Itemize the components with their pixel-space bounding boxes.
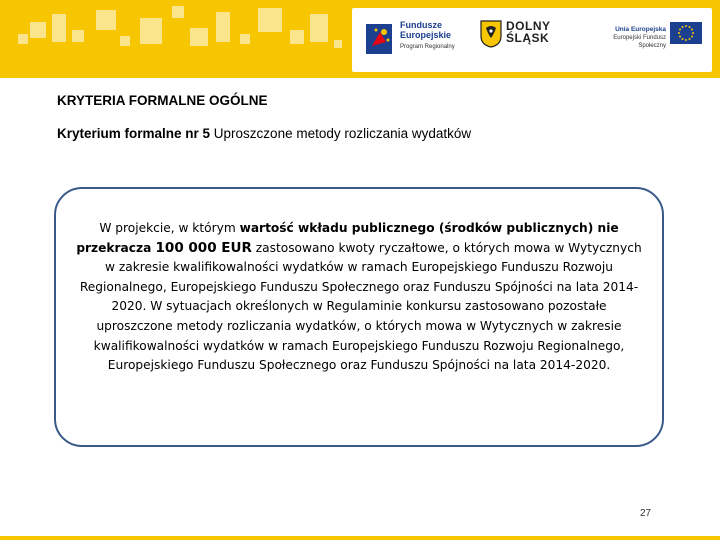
banner-decor-square xyxy=(120,36,130,46)
unia-main-text: Unia Europejska xyxy=(615,26,666,33)
slide-title: KRYTERIA FORMALNE OGÓLNE xyxy=(57,93,268,108)
fundusze-europejskie-logo xyxy=(366,16,496,64)
criterion-description-box xyxy=(54,187,664,447)
criterion-name: Uproszczone metody rozliczania wydatków xyxy=(210,126,472,141)
page-number: 27 xyxy=(640,508,652,519)
fundusze-line1: Fundusze xyxy=(400,20,442,30)
banner-decor-square xyxy=(258,8,282,32)
banner-decor-square xyxy=(18,34,28,44)
dolny-slask-shield-icon xyxy=(480,20,502,48)
criterion-number: Kryterium formalne nr 5 xyxy=(57,126,211,141)
banner-decor-square xyxy=(52,14,66,42)
rule-text-part2: zastosowano kwoty ryczałtowe, o których mowa w Wytycznych w zakresie kwalifikowalności wydatków w ramach Europejskiego Funduszu Rozwoju Regionalnego, Europejskiego Funduszu Społecznego oraz Funduszu Spójności na lata 2014-2020. W sytuacjach określonych w Regulaminie konkursu zastosowano pozostałe uproszczone metody rozliczania wydatków, o których mowa w Wytycznych w zakresie kwalifikowalności wydatków w ramach Europejskiego Funduszu Rozwoju Regionalnego, Europejskiego Funduszu Społecznego oraz Funduszu Spójności na lata 2014-2020. xyxy=(79,240,642,373)
fundusze-europejskie-text xyxy=(400,20,455,52)
unia-europejska-text xyxy=(592,26,666,50)
banner-decor-square xyxy=(334,40,342,48)
logo-panel xyxy=(352,8,712,72)
rule-text-part1: W projekcie, w którym xyxy=(99,221,240,235)
banner-decor-square xyxy=(290,30,304,44)
fundusze-europejskie-mark-icon xyxy=(366,20,396,58)
criterion-heading xyxy=(57,126,471,141)
footer-bar xyxy=(0,536,720,540)
unia-subtitle: Europejski Fundusz Społeczny xyxy=(613,35,666,49)
dolny-slask-text xyxy=(506,20,551,44)
banner-decor-square xyxy=(172,6,184,18)
banner-decor-square xyxy=(216,12,230,42)
dolny-slask-logo xyxy=(480,16,570,64)
unia-europejska-logo xyxy=(592,16,708,64)
rule-text-amount: 100 000 EUR xyxy=(155,239,252,256)
banner-decor-square xyxy=(240,34,250,44)
criterion-description xyxy=(74,219,644,376)
banner-decor-square xyxy=(30,22,46,38)
dolny-slask-line1: DOLNY xyxy=(506,19,551,33)
banner-decor-square xyxy=(140,18,162,44)
fundusze-line2: Europejskie xyxy=(400,30,452,40)
fundusze-subtitle: Program Regionalny xyxy=(400,44,455,50)
banner-decor-square xyxy=(96,10,116,30)
eu-flag-icon xyxy=(670,22,702,44)
banner-decor-square xyxy=(190,28,208,46)
banner-decor-square xyxy=(310,14,328,42)
header-banner xyxy=(0,0,720,78)
banner-decor-square xyxy=(72,30,84,42)
rule-text-bold1: wartość wkładu publicznego (środków publicznych) nie przekracza xyxy=(76,221,619,255)
dolny-slask-line2: ŚLĄSK xyxy=(506,31,550,45)
